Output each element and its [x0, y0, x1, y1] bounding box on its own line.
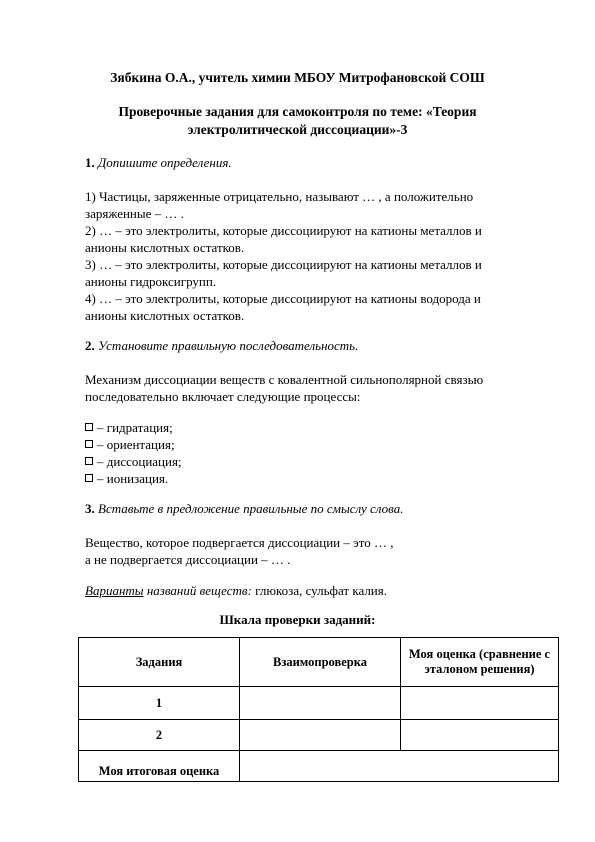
header-self-grade: Моя оценка (сравнение с эталоном решения) — [401, 638, 559, 687]
table-row — [79, 720, 559, 751]
task1-line: 3) … – это электролиты, которые диссоциируют на катионы металлов и — [85, 257, 482, 272]
checkbox-icon[interactable] — [85, 440, 93, 448]
grading-table — [78, 637, 559, 782]
task3-variants — [85, 583, 387, 599]
task3-number: 3. — [85, 501, 95, 516]
task2-intro-2: последовательно включает следующие процессы: — [85, 389, 361, 404]
title-line-1: Проверочные задания для самоконтроля по теме: «Теория — [118, 104, 477, 119]
sequence-item-text: – ионизация. — [97, 471, 169, 486]
task1-number: 1. — [85, 155, 95, 170]
task1-line: анионы гидроксигрупп. — [85, 274, 217, 289]
final-grade-label: Моя итоговая оценка — [79, 751, 240, 782]
author-line: Зябкина О.А., учитель химии МБОУ Митрофановской СОШ — [110, 70, 485, 85]
task1-heading-text: Допишите определения. — [98, 155, 232, 170]
table-row — [79, 751, 559, 782]
table-row — [79, 687, 559, 720]
peer-review-cell[interactable] — [240, 720, 401, 751]
task3-line-2: а не подвергается диссоциации – … . — [85, 552, 291, 567]
task-number-cell: 2 — [79, 720, 240, 751]
task1-line: 2) … – это электролиты, которые диссоциируют на катионы металлов и — [85, 223, 482, 238]
final-grade-cell[interactable] — [240, 751, 559, 782]
header-tasks: Задания — [79, 638, 240, 687]
sequence-item — [85, 471, 168, 487]
task3-line-1: Вещество, которое подвергается диссоциации – это … , — [85, 535, 394, 550]
peer-review-cell[interactable] — [240, 687, 401, 720]
task2-heading-text: Установите правильную последовательность. — [98, 338, 359, 353]
task1-heading — [85, 155, 232, 171]
task2-number: 2. — [85, 338, 95, 353]
task3-heading — [85, 501, 403, 517]
sequence-item-text: – гидратация; — [97, 420, 173, 435]
scale-title: Шкала проверки заданий: — [219, 612, 376, 627]
task2-intro-1: Механизм диссоциации веществ с ковалентной сильнополярной связью — [85, 372, 484, 387]
variants-label: Варианты — [85, 583, 144, 598]
task2-heading — [85, 338, 358, 354]
self-grade-cell[interactable] — [401, 720, 559, 751]
task1-line: анионы кислотных остатков. — [85, 308, 245, 323]
sequence-item-text: – ориентация; — [97, 437, 175, 452]
task-number-cell: 1 — [79, 687, 240, 720]
table-header-row — [79, 638, 559, 687]
variants-rest: названий веществ: — [143, 583, 252, 598]
sequence-item — [85, 420, 173, 436]
title-line-2: электролитической диссоциации»-3 — [187, 122, 408, 137]
checkbox-icon[interactable] — [85, 457, 93, 465]
sequence-item-text: – диссоциация; — [97, 454, 182, 469]
sequence-item — [85, 454, 182, 470]
variants-values: глюкоза, сульфат калия. — [251, 583, 387, 598]
task1-line: анионы кислотных остатков. — [85, 240, 245, 255]
checkbox-icon[interactable] — [85, 474, 93, 482]
task3-heading-text: Вставьте в предложение правильные по смыслу слова. — [98, 501, 404, 516]
checkbox-icon[interactable] — [85, 423, 93, 431]
task1-line: 4) … – это электролиты, которые диссоциируют на катионы водорода и — [85, 291, 481, 306]
header-peer-review: Взаимопроверка — [240, 638, 401, 687]
sequence-item — [85, 437, 175, 453]
task1-line: заряженные – … . — [85, 206, 184, 221]
self-grade-cell[interactable] — [401, 687, 559, 720]
task1-line: 1) Частицы, заряженные отрицательно, называют … , а положительно — [85, 189, 474, 204]
